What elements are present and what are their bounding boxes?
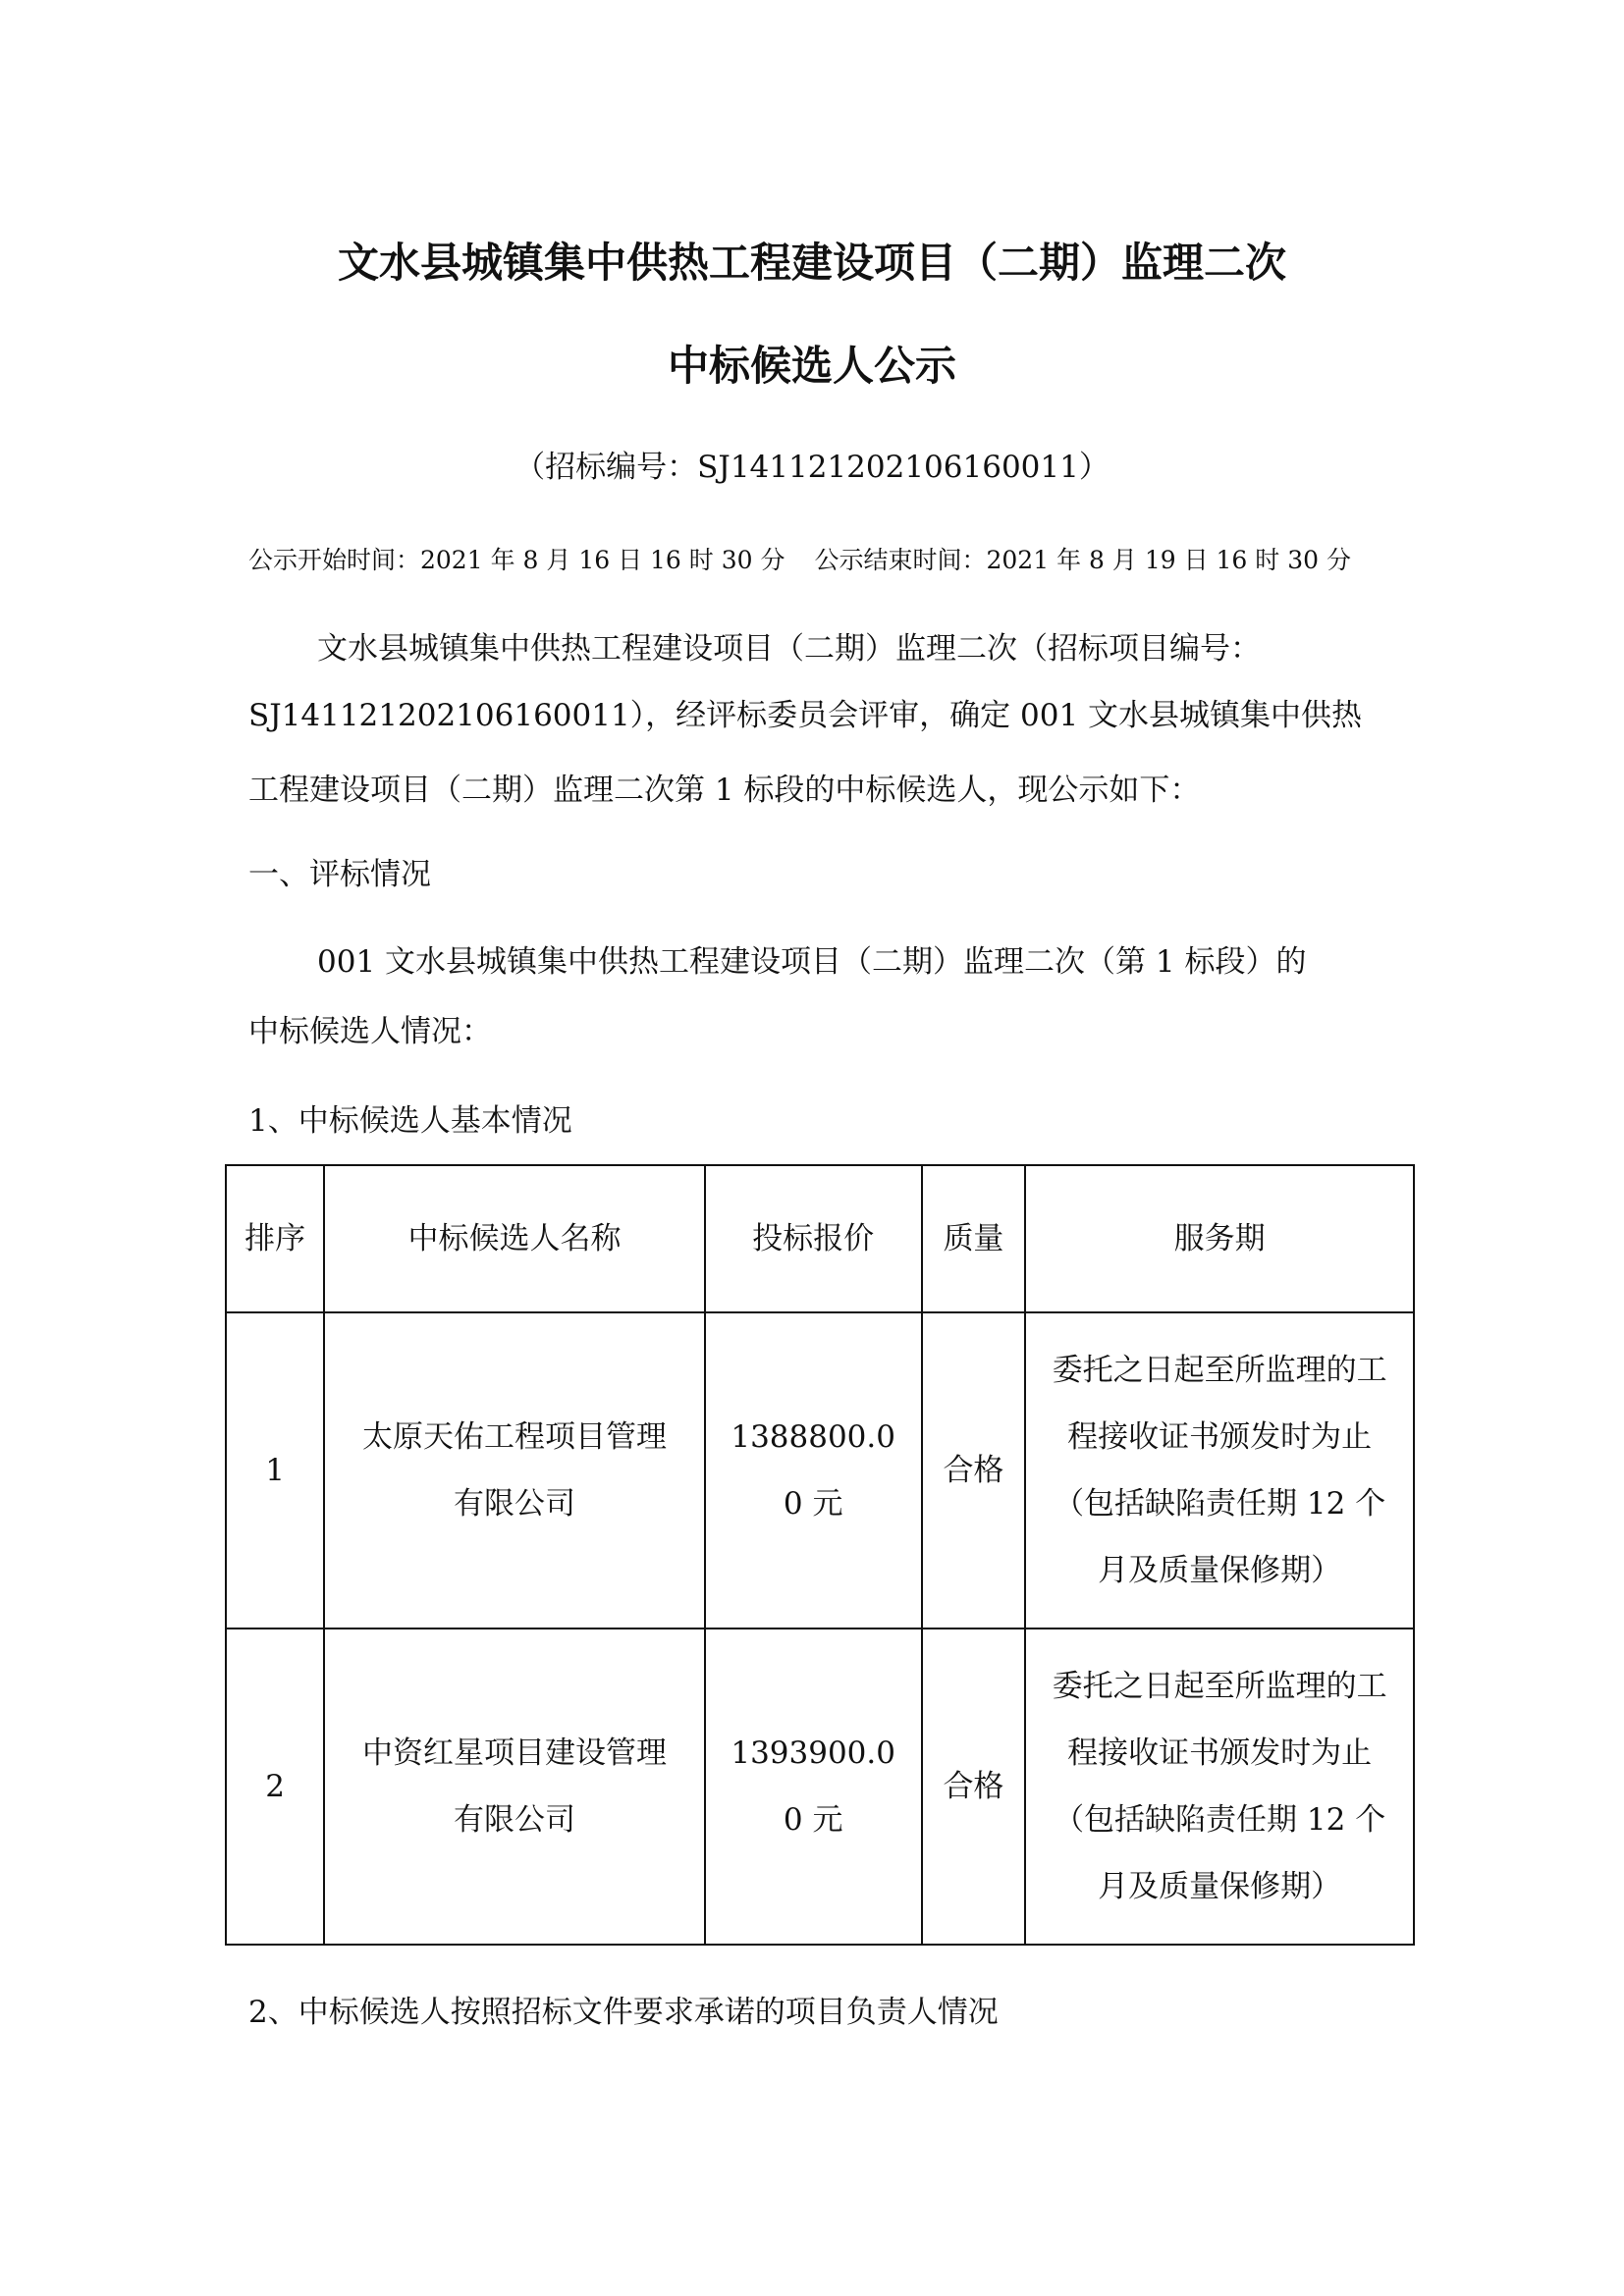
bid-price-text: 1388800.00 元 — [731, 1419, 895, 1522]
subheading-candidate-basics: 1、中标候选人基本情况 — [248, 1103, 572, 1139]
header-rank: 排序 — [226, 1165, 324, 1312]
cell-candidate-name — [324, 1629, 704, 1945]
header-quality: 质量 — [922, 1165, 1026, 1312]
intro-line-2: SJ141121202106160011），经评标委员会评审，确定 001 文水县城镇集中供热 — [248, 698, 1363, 733]
header-bid-price: 投标报价 — [705, 1165, 922, 1312]
cell-service-period — [1025, 1312, 1414, 1629]
subheading-project-leader: 2、中标候选人按照招标文件要求承诺的项目负责人情况 — [248, 1995, 999, 2030]
cell-bid-price — [705, 1312, 922, 1629]
notice-start-time: 公示开始时间：2021 年 8 月 16 日 16 时 30 分 — [248, 546, 785, 574]
cell-quality: 合格 — [922, 1629, 1026, 1945]
cell-candidate-name — [324, 1312, 704, 1629]
bid-price-text: 1393900.00 元 — [731, 1735, 895, 1838]
table-header-row — [226, 1165, 1414, 1312]
intro-line-3: 工程建设项目（二期）监理二次第 1 标段的中标候选人，现公示如下： — [248, 773, 1201, 808]
header-service-period: 服务期 — [1025, 1165, 1414, 1312]
evaluation-para-line-2: 中标候选人情况： — [248, 1014, 492, 1049]
evaluation-para-line-1: 001 文水县城镇集中供热工程建设项目（二期）监理二次（第 1 标段）的 — [317, 944, 1307, 980]
bid-number: （招标编号：SJ141121202106160011） — [514, 450, 1110, 485]
cell-bid-price — [705, 1629, 922, 1945]
cell-rank: 2 — [226, 1629, 324, 1945]
service-period-text: 委托之日起至所监理的工程接收证书颁发时为止（包括缺陷责任期 12 个月及质量保修期） — [1052, 1353, 1387, 1588]
candidate-name-text: 太原天佑工程项目管理有限公司 — [362, 1419, 668, 1522]
candidate-table — [225, 1164, 1415, 1946]
candidate-name-text: 中资红星项目建设管理有限公司 — [362, 1735, 668, 1838]
cell-rank: 1 — [226, 1312, 324, 1629]
header-candidate-name: 中标候选人名称 — [324, 1165, 704, 1312]
table-row — [226, 1629, 1414, 1945]
document-title-line-1: 文水县城镇集中供热工程建设项目（二期）监理二次 — [337, 239, 1286, 287]
table-row — [226, 1312, 1414, 1629]
notice-end-time: 公示结束时间：2021 年 8 月 19 日 16 时 30 分 — [814, 546, 1351, 574]
cell-quality: 合格 — [922, 1312, 1026, 1629]
document-title-line-2: 中标候选人公示 — [667, 342, 956, 390]
intro-line-1: 文水县城镇集中供热工程建设项目（二期）监理二次（招标项目编号： — [317, 631, 1261, 667]
notice-times — [248, 543, 1427, 578]
cell-service-period — [1025, 1629, 1414, 1945]
section-heading-evaluation: 一、评标情况 — [248, 857, 431, 892]
service-period-text: 委托之日起至所监理的工程接收证书颁发时为止（包括缺陷责任期 12 个月及质量保修期） — [1052, 1669, 1387, 1904]
